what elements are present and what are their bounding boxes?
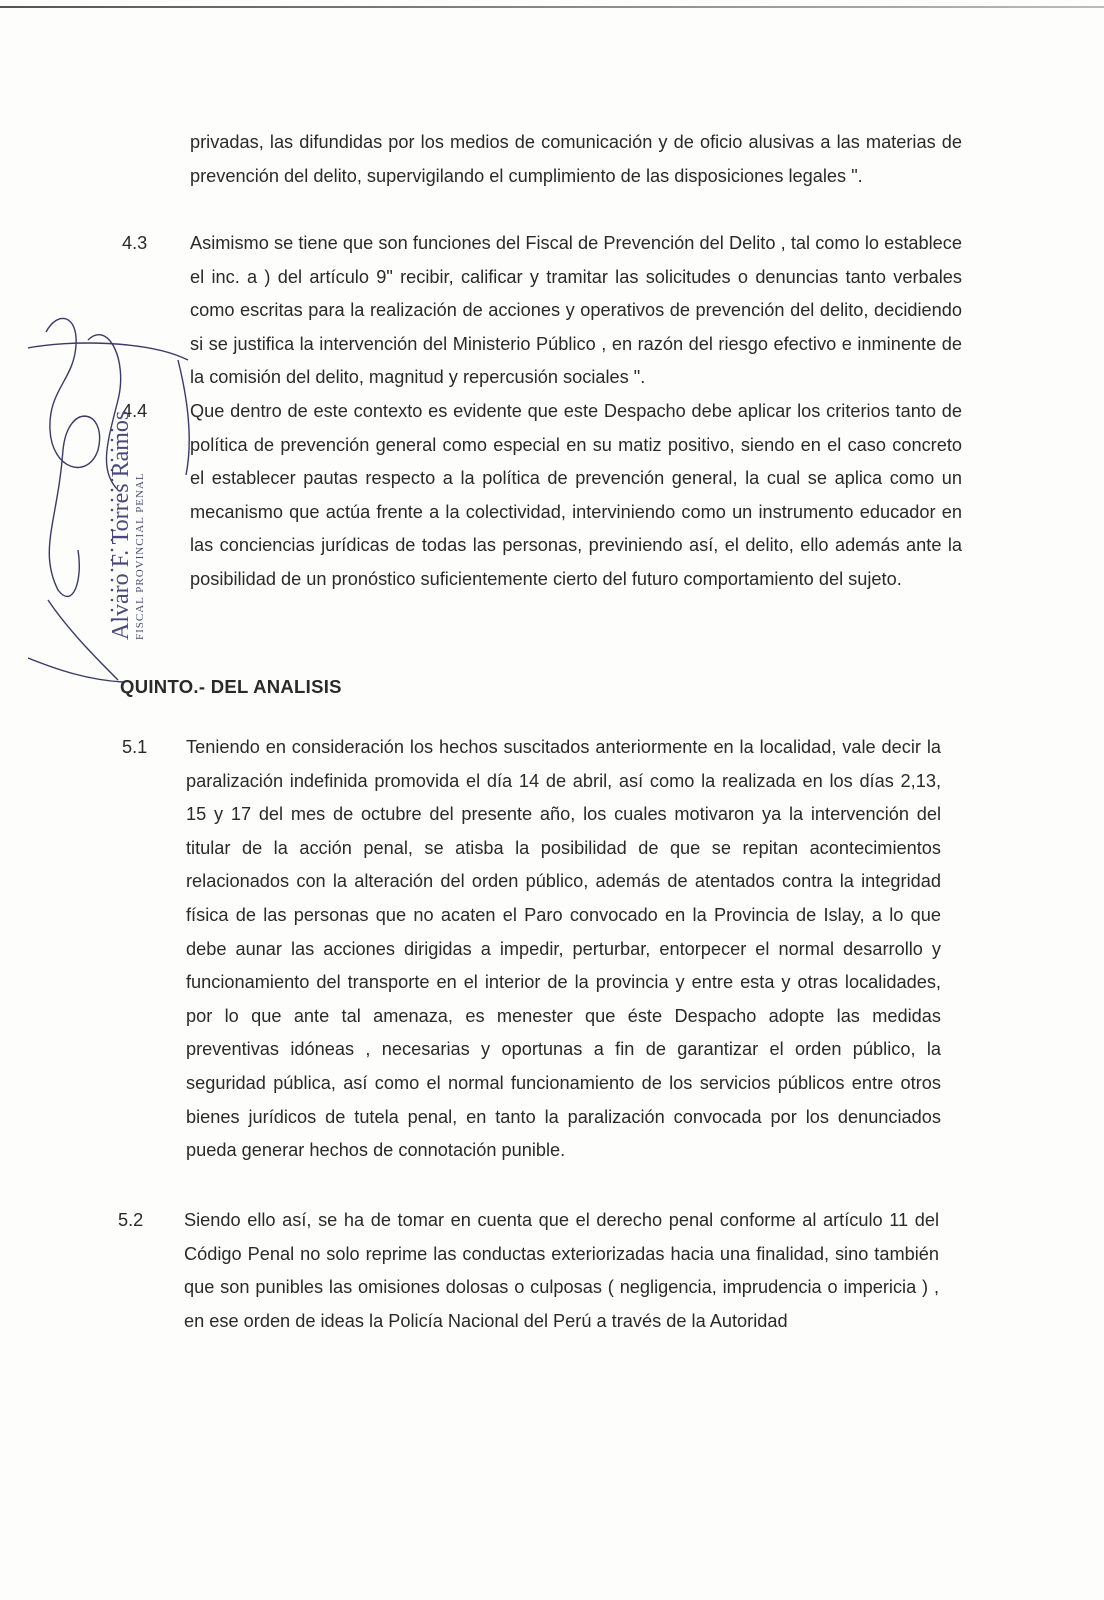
scan-top-edge [0,6,1104,8]
paragraph-5-2: Siendo ello así, se ha de tomar en cuenta que el derecho penal conforme al artículo 11 del Código Penal no solo reprime las conductas exteriorizadas hacia una finalidad, sino también que son punibles las omisiones dolosas o culposas ( negligencia, imprudencia o impericia ) , en ese orden de ideas la Policía Nacional del Perú a través de la Autoridad [184,1210,939,1331]
paragraph-number-4-4: 4.4 [122,401,148,421]
paragraph-number-5-1: 5.1 [122,737,148,757]
paragraph-number-4-3: 4.3 [122,233,148,253]
paragraph-4-3: Asimismo se tiene que son funciones del Fiscal de Prevención del Delito , tal como lo establece el inc. a ) del artículo 9" recibir, calificar y tramitar las solicitudes o denuncias tanto verbales como escritas para la realización de acciones y operativos de prevención del delito, decidiendo si se justifica la intervención del Ministerio Público , en razón del riesgo efectivo e inminente de la comisión del delito, magnitud y repercusión sociales ". [190,233,962,388]
official-seal [108,411,147,640]
paragraph-number-5-2: 5.2 [118,1210,144,1230]
paragraph-4-4: Que dentro de este contexto es evidente que este Despacho debe aplicar los criterios tanto de política de prevención general como especial en su matiz positivo, siendo en el caso concreto el establecer pautas respecto a la política de prevención general, la cual se aplica como un mecanismo que actúa frente a la colectividad, interviniendo como un instrumento educador en las conciencias jurídicas de todas las personas, previniendo así, el delito, ello además ante la posibilidad de un pronóstico suficientemente cierto del futuro comportamiento del sujeto. [190,401,962,589]
seal-name: Alvaro F. Torres Ramos [108,410,134,640]
section-heading: QUINTO.- DEL ANALISIS [120,676,342,697]
paragraph-5-1: Teniendo en consideración los hechos suscitados anteriormente en la localidad, vale decir la paralización indefinida promovida el día 14 de abril, así como la realizada en los días 2,13, 15 y 17 del mes de octubre del presente año, los cuales motivaron ya la intervención del titular de la acción penal, se atisba la posibilidad de que se repitan acontecimientos relacionados con la alteración del orden público, además de atentados contra la integridad física de las personas que no acaten el Paro convocado en la Provincia de Islay, a lo que debe aunar las acciones dirigidas a impedir, perturbar, entorpecer el normal desarrollo y funcionamiento del transporte en el interior de la provincia y entre esta y otras localidades, por lo que ante tal amenaza, es menester que éste Despacho adopte las medidas preventivas idóneas , necesarias y oportunas a fin de garantizar el orden público, la seguridad pública, así como el normal funcionamiento de los servicios públicos entre otros bienes jurídicos de tutela penal, en tanto la paralización convocada por los denunciados pueda generar hechos de connotación punible. [186,737,941,1161]
continuation-paragraph: privadas, las difundidas por los medios de comunicación y de oficio alusivas a las materias de prevención del delito, supervigilando el cumplimiento de las disposiciones legales ". [190,132,962,186]
seal-role: FISCAL PROVINCIAL PENAL [134,472,146,640]
